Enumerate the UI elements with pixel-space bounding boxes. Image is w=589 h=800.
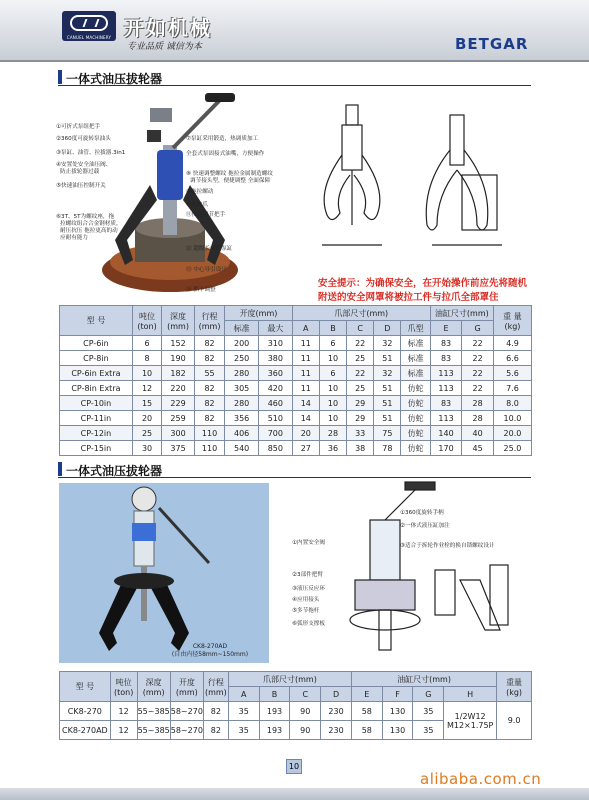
table-cell: 230: [321, 702, 352, 721]
feature-label: ⑥3T、5T为螺纹座，拖: [56, 214, 115, 220]
col-header: 爪部尺寸(mm): [292, 306, 430, 321]
table-cell: 83: [430, 336, 462, 351]
table-cell: 20.0: [493, 426, 531, 441]
table-cell: 4.9: [493, 336, 531, 351]
table-cell: 标准: [401, 366, 430, 381]
table-cell: 12: [132, 381, 161, 396]
section-marker-icon: [58, 70, 62, 84]
table-cell: 193: [259, 721, 290, 740]
table-row: [60, 336, 532, 351]
weight-cell: 9.0: [497, 702, 532, 740]
table-cell: 55~385: [137, 702, 170, 721]
sub-header: B: [319, 321, 346, 336]
sub-header: B: [259, 687, 290, 702]
feature-label: ②3部件把臂: [292, 572, 323, 578]
table-cell: 82: [203, 721, 228, 740]
feature-label: 应耐有能力: [60, 235, 88, 241]
feature-label: ①可折式泵组把手: [56, 124, 101, 130]
feature-label: ④应用接头: [292, 597, 320, 603]
table-cell: 22: [462, 336, 494, 351]
feature-label: ①360度旋转手柄: [400, 510, 444, 516]
table-cell: CP-11in: [60, 411, 133, 426]
feature-label: 拉螺纹组合合金钢材质，: [60, 221, 122, 227]
brand-right: BETGAR: [455, 35, 529, 53]
col-header: 油缸尺寸(mm): [351, 672, 496, 687]
col-header: 开度 (mm): [170, 672, 203, 702]
table-cell: 190: [162, 351, 195, 366]
table-cell: 305: [225, 381, 259, 396]
table-row: [60, 381, 532, 396]
table-cell: 83: [430, 351, 462, 366]
col-header: 吨位 (ton): [132, 306, 161, 336]
table-cell: 14: [292, 396, 319, 411]
sub-header: C: [347, 321, 374, 336]
table-cell: 58: [351, 721, 382, 740]
col-header: 重 量 (kg): [493, 306, 531, 336]
feature-label: ⑤多节拖杆: [292, 608, 320, 614]
table-cell: 10: [132, 366, 161, 381]
table-cell: 36: [319, 441, 346, 456]
sub-header: H: [444, 687, 497, 702]
table-cell: 22: [462, 351, 494, 366]
table-cell: 33: [347, 426, 374, 441]
table-cell: 700: [258, 426, 292, 441]
watermark: alibaba.com.cn: [420, 770, 542, 788]
table-cell: 35: [413, 721, 444, 740]
table-cell: 22: [347, 366, 374, 381]
table-cell: CP-8in: [60, 351, 133, 366]
table-cell: 29: [347, 396, 374, 411]
table-cell: 10.0: [493, 411, 531, 426]
table-cell: 152: [162, 336, 195, 351]
spec-table-1: [59, 305, 532, 456]
table-cell: 22: [462, 366, 494, 381]
table-cell: 182: [162, 366, 195, 381]
table-cell: 360: [258, 366, 292, 381]
table-cell: 仿蛇: [401, 396, 430, 411]
sub-header: 最大: [258, 321, 292, 336]
table-cell: 82: [194, 411, 224, 426]
table-cell: 51: [374, 411, 401, 426]
feature-label: ⑨拖拉螺动: [186, 189, 214, 195]
table-cell: 82: [194, 381, 224, 396]
company-logo: [62, 11, 116, 41]
sub-header: E: [351, 687, 382, 702]
table-cell: 420: [258, 381, 292, 396]
table-cell: 11: [292, 351, 319, 366]
logo-caption: CANUEL MACHINERY: [66, 35, 112, 40]
table-cell: CP-8in Extra: [60, 381, 133, 396]
table-cell: 78: [374, 441, 401, 456]
table-cell: 375: [162, 441, 195, 456]
feature-label: ⑩拖拉爪: [186, 202, 208, 208]
table-cell: 113: [430, 366, 462, 381]
section2-title: 一体式油压拔轮器: [66, 464, 163, 478]
page-number: 10: [286, 759, 302, 774]
table-cell: 6: [319, 366, 346, 381]
spec-table-1-body: [60, 336, 532, 456]
safety-warning: 安全提示：为确保安全，在开始操作前应先将随机附送的安全网罩将被拉工件与拉爪全部罩住: [318, 278, 528, 303]
table-cell: 113: [430, 381, 462, 396]
table-cell: CK8-270: [60, 702, 111, 721]
table-cell: 22: [347, 336, 374, 351]
table-cell: 193: [259, 702, 290, 721]
table-cell: 58~270: [170, 721, 203, 740]
page-header: [0, 0, 589, 62]
feature-label: ③适合于拆轮作业栓的换自锁螺纹设计: [400, 543, 495, 549]
feature-label: ③液压反应环: [292, 586, 325, 592]
table-cell: 10: [319, 411, 346, 426]
col-header: 型 号: [60, 306, 133, 336]
sub-header: D: [321, 687, 352, 702]
table-row: [60, 396, 532, 411]
sub-header: A: [292, 321, 319, 336]
table-cell: CP-6in Extra: [60, 366, 133, 381]
table-cell: 850: [258, 441, 292, 456]
feature-label: ⑪快速调节把手: [186, 212, 226, 218]
table-cell: 82: [194, 336, 224, 351]
table-cell: 510: [258, 411, 292, 426]
photo-caption: CK8-270AD (自由内径58mm~150mm): [171, 643, 249, 658]
table-row: [60, 366, 532, 381]
feature-label: ②一体式液压缸加注: [400, 523, 450, 529]
feature-label: ①内置安全阀: [292, 540, 325, 546]
brand-slogan: 专业品质 诚信为本: [127, 42, 202, 52]
table-cell: 540: [225, 441, 259, 456]
table-cell: 82: [194, 351, 224, 366]
table-cell: 25: [347, 351, 374, 366]
table-cell: 90: [290, 702, 321, 721]
table-cell: CP-6in: [60, 336, 133, 351]
feature-label: ③泵缸、油管、拉拔器.3in1: [56, 150, 126, 156]
col-header: 型 号: [60, 672, 111, 702]
table-cell: 51: [374, 351, 401, 366]
table-cell: 90: [290, 721, 321, 740]
table-cell: 82: [203, 702, 228, 721]
table-cell: 280: [225, 396, 259, 411]
table-cell: 25: [132, 426, 161, 441]
table-cell: 140: [430, 426, 462, 441]
sub-header: E: [430, 321, 462, 336]
table-cell: 8: [132, 351, 161, 366]
table-cell: 28: [319, 426, 346, 441]
table-cell: 11: [292, 381, 319, 396]
table-cell: 280: [225, 366, 259, 381]
sub-header: 爪型: [401, 321, 430, 336]
table-cell: 32: [374, 336, 401, 351]
table-cell: 11: [292, 336, 319, 351]
table-cell: 38: [347, 441, 374, 456]
table-cell: CP-10in: [60, 396, 133, 411]
table-cell: 51: [374, 396, 401, 411]
table-cell: 250: [225, 351, 259, 366]
table-cell: 170: [430, 441, 462, 456]
table-cell: 55~385: [137, 721, 170, 740]
table-cell: 406: [225, 426, 259, 441]
h-dimension-cell: 1/2W12 M12×1.75P: [444, 702, 497, 740]
ck8-product-photo: [59, 483, 269, 663]
col-header: 油缸尺寸(mm): [430, 306, 493, 321]
table-row: [60, 426, 532, 441]
table-cell: 310: [258, 336, 292, 351]
table-cell: 83: [430, 396, 462, 411]
page-footer: [0, 788, 589, 800]
table-cell: 45: [462, 441, 494, 456]
table-cell: 220: [162, 381, 195, 396]
table-cell: 25: [347, 381, 374, 396]
table-cell: 230: [321, 721, 352, 740]
table-cell: 259: [162, 411, 195, 426]
table-cell: 380: [258, 351, 292, 366]
table-row: [60, 441, 532, 456]
table-cell: 仿蛇: [401, 381, 430, 396]
spec-table-2: [59, 671, 532, 740]
section1-title: 一体式油压拔轮器: [66, 72, 163, 86]
feature-label: ⑬ 中心导引设计: [186, 267, 227, 273]
table-cell: 6.6: [493, 351, 531, 366]
table-cell: 标准: [401, 336, 430, 351]
table-cell: 仿蛇: [401, 441, 430, 456]
feature-label: ②360度可旋转泵油头: [56, 136, 111, 142]
col-header: 开度(mm): [225, 306, 292, 321]
col-header: 重量 (kg): [497, 672, 532, 702]
technical-drawing: [312, 95, 537, 275]
table-cell: 6: [319, 336, 346, 351]
table-cell: 30: [132, 441, 161, 456]
table-cell: 229: [162, 396, 195, 411]
table-cell: 29: [347, 411, 374, 426]
table-cell: 460: [258, 396, 292, 411]
feature-label: ⑤快速油压控制开关: [56, 183, 106, 189]
col-header: 行程 (mm): [194, 306, 224, 336]
table-cell: 40: [462, 426, 494, 441]
col-header: 爪部尺寸(mm): [228, 672, 351, 687]
table-cell: 10: [319, 396, 346, 411]
feature-label: ⑧ 快速调整螺纹 拖拉金属制造螺纹: [186, 171, 273, 177]
table-cell: 仿蛇: [401, 426, 430, 441]
feature-label: ⑥弧形支撑板: [292, 621, 325, 627]
table-cell: 58~270: [170, 702, 203, 721]
sub-header: G: [413, 687, 444, 702]
table-cell: 15: [132, 396, 161, 411]
table-cell: 28: [462, 411, 494, 426]
table-cell: 35: [413, 702, 444, 721]
table-cell: 55: [194, 366, 224, 381]
table-cell: 58: [351, 702, 382, 721]
feature-label: 全套式泵固接式油嘴，方便操作: [186, 151, 265, 157]
sub-header: C: [290, 687, 321, 702]
table-cell: 22: [462, 381, 494, 396]
section-marker-icon: [58, 462, 62, 476]
table-cell: 14: [292, 411, 319, 426]
table-cell: 20: [132, 411, 161, 426]
col-header: 行程 (mm): [203, 672, 228, 702]
spec-table-2-body: [60, 702, 532, 740]
table-cell: 130: [382, 702, 413, 721]
sub-header: 标准: [225, 321, 259, 336]
brand-name-cn: 开如机械: [124, 16, 212, 40]
table-cell: 10: [319, 351, 346, 366]
sub-header: D: [374, 321, 401, 336]
section2-divider: [58, 477, 531, 478]
feature-label: ⑭ 抓卡调整: [186, 287, 216, 293]
table-cell: 356: [225, 411, 259, 426]
sub-header: A: [228, 687, 259, 702]
table-row: [60, 702, 532, 721]
feature-label: 防止拔轮器过载: [60, 169, 100, 175]
sub-header: G: [462, 321, 494, 336]
table-cell: 12: [110, 721, 137, 740]
table-cell: 20: [292, 426, 319, 441]
section1-divider: [58, 85, 531, 86]
table-cell: 10: [319, 381, 346, 396]
table-cell: CK8-270AD: [60, 721, 111, 740]
table-row: [60, 411, 532, 426]
feature-label: ④安置处安全油压阀、: [56, 162, 112, 168]
table-cell: 8.0: [493, 396, 531, 411]
table-cell: 300: [162, 426, 195, 441]
table-cell: 6: [132, 336, 161, 351]
table-cell: 仿蛇: [401, 411, 430, 426]
logo-mark-icon: [70, 15, 108, 31]
table-cell: 标准: [401, 351, 430, 366]
table-cell: CP-15in: [60, 441, 133, 456]
table-cell: 200: [225, 336, 259, 351]
table-cell: 35: [228, 721, 259, 740]
table-cell: 11: [292, 366, 319, 381]
feature-label: 调节接头型，便捷调整 全面保障: [190, 178, 271, 184]
col-header: 吨位 (ton): [110, 672, 137, 702]
col-header: 深度 (mm): [137, 672, 170, 702]
table-cell: 32: [374, 366, 401, 381]
table-cell: 25.0: [493, 441, 531, 456]
table-cell: 75: [374, 426, 401, 441]
feature-label: ⑦泵缸采用锻造，热调质加工: [186, 136, 259, 142]
table-cell: 110: [194, 426, 224, 441]
table-cell: 28: [462, 396, 494, 411]
table-cell: 130: [382, 721, 413, 740]
table-cell: 7.6: [493, 381, 531, 396]
table-cell: CP-12in: [60, 426, 133, 441]
feature-label: 耐压抗压 拖拉更高的动: [60, 228, 118, 234]
feature-label: ⑫ 超级长耐用泵缸: [186, 246, 233, 252]
table-cell: 113: [430, 411, 462, 426]
table-cell: 5.6: [493, 366, 531, 381]
table-cell: 110: [194, 441, 224, 456]
table-cell: 51: [374, 381, 401, 396]
table-cell: 35: [228, 702, 259, 721]
table-row: [60, 351, 532, 366]
table-cell: 12: [110, 702, 137, 721]
table-cell: 27: [292, 441, 319, 456]
col-header: 深度 (mm): [162, 306, 195, 336]
sub-header: F: [382, 687, 413, 702]
table-cell: 82: [194, 396, 224, 411]
